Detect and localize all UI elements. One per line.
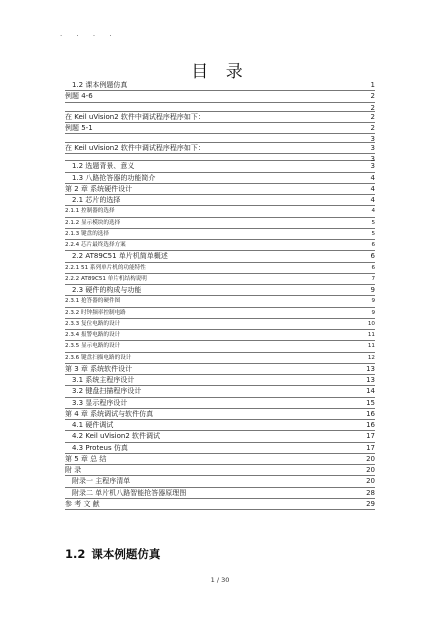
toc-entry[interactable] [65, 103, 375, 112]
toc-entry[interactable] [65, 91, 375, 102]
toc-entry-label: 4.2 Keil uVision2 软件调试 [72, 432, 161, 441]
toc-entry[interactable] [65, 420, 375, 431]
toc-entry[interactable] [65, 206, 375, 217]
toc-entry-label: 3.1 系统主程序设计 [72, 376, 135, 384]
toc-entry[interactable] [65, 251, 375, 262]
toc-entry-page: 1 [370, 81, 375, 89]
toc-entry[interactable] [65, 398, 375, 409]
toc-entry[interactable] [65, 364, 375, 375]
toc-entry-page: 9 [371, 298, 375, 305]
toc-entry-label: 2.3.4 报警电路的设计 [65, 332, 121, 338]
toc-entry[interactable] [65, 218, 375, 229]
toc-entry-page: 4 [370, 196, 375, 204]
toc-entry[interactable] [65, 443, 375, 454]
toc-entry-label: 参 考 文 献 [65, 499, 100, 508]
toc-entry-page: 3 [370, 162, 375, 171]
section-heading [65, 546, 160, 562]
toc-entry[interactable] [65, 123, 375, 134]
toc-entry-label: 4.3 Proteus 仿真 [72, 443, 128, 452]
toc-entry-label: 附 录 [65, 466, 82, 474]
toc-entry-label: 例题 4-6 [65, 92, 93, 101]
toc-entry-page: 16 [366, 409, 375, 418]
toc-entry[interactable] [65, 476, 375, 487]
toc-entry[interactable] [65, 308, 375, 319]
toc-entry[interactable] [65, 263, 375, 274]
toc-entry-page: 20 [366, 466, 375, 474]
toc-entry-page: 4 [370, 173, 375, 182]
toc-entry-label: 2.1 芯片的选择 [72, 196, 121, 204]
toc-entry-label: 第 5 章 总 结 [65, 454, 107, 463]
toc-entry[interactable] [65, 375, 375, 386]
page-title: 目 录 [191, 62, 249, 82]
toc-entry-label: 1.2 选题背景、意义 [72, 162, 135, 171]
toc-entry-page: 11 [367, 343, 375, 350]
toc-entry-label: 2.3.5 显示电路的设计 [65, 343, 121, 350]
toc-entry[interactable] [65, 134, 375, 143]
toc-entry-label: 2.1.1 控制器的选择 [65, 208, 115, 215]
toc-entry[interactable] [65, 319, 375, 330]
section-number: 1.2 [65, 547, 86, 561]
toc-entry-label: 1.3 八路抢答器的功能简介 [72, 173, 156, 182]
toc-entry-page: 3 [370, 144, 375, 152]
toc-entry[interactable] [65, 80, 375, 91]
toc-entry-label: 2.3.3 复位电路的设计 [65, 320, 121, 327]
toc-entry[interactable] [65, 465, 375, 476]
toc-entry-page: 6 [370, 252, 375, 261]
toc-entry-page: 2 [370, 123, 375, 132]
toc-entry-page: 9 [370, 286, 375, 294]
toc-entry-page: 29 [366, 499, 375, 508]
toc-entry-page: 9 [371, 309, 375, 316]
toc-entry-label: 第 2 章 系统硬件设计 [65, 184, 133, 193]
toc-entry-label: 2.2.4 芯片最终选择方案 [65, 242, 126, 248]
toc-entry-label: 2.2.2 AT89C51 单片机结构说明 [65, 275, 147, 282]
toc-entry[interactable] [65, 285, 375, 296]
toc-entry-page: 3 [370, 135, 375, 143]
toc-entry-label: 3.2 键盘扫描程序设计 [72, 387, 142, 396]
toc-entry-page: 6 [371, 242, 375, 248]
toc-entry-page: 12 [367, 354, 375, 361]
toc-entry[interactable] [65, 240, 375, 251]
toc-entry-label: 1.2 课本例题仿真 [72, 81, 128, 89]
toc-entry-label: 第 4 章 系统调试与软件仿真 [65, 409, 154, 418]
toc-entry-label: 2.3.2 时钟频率控制电路 [65, 309, 126, 316]
toc-entry[interactable] [65, 184, 375, 195]
table-of-contents [65, 80, 375, 510]
toc-entry[interactable] [65, 353, 375, 364]
toc-entry-page: 5 [371, 230, 375, 237]
toc-entry-page: 13 [366, 364, 375, 373]
toc-entry-page: 14 [366, 387, 375, 396]
toc-entry-page: 6 [371, 264, 375, 271]
toc-entry-label: 附录一 主程序清单 [72, 477, 131, 486]
section-title: 课本例题仿真 [91, 547, 161, 561]
toc-entry-page: 3 [370, 155, 375, 164]
toc-entry[interactable] [65, 143, 375, 154]
toc-entry-label: 例题 5-1 [65, 123, 93, 132]
header-dots: . . . . [60, 30, 118, 38]
toc-entry[interactable] [65, 161, 375, 172]
toc-entry-page: 11 [367, 332, 375, 338]
toc-entry[interactable] [65, 409, 375, 420]
toc-entry[interactable] [65, 330, 375, 341]
toc-entry-page: 15 [366, 398, 375, 407]
toc-entry-label: 2.2 AT89C51 单片机简单概述 [72, 252, 168, 261]
toc-entry[interactable] [65, 112, 375, 123]
page-number: 1 / 30 [210, 576, 230, 584]
toc-entry-page: 2 [370, 92, 375, 101]
toc-entry-page: 4 [371, 208, 375, 215]
toc-entry-label: 2.3.6 键盘扫描电路的设计 [65, 354, 132, 361]
toc-entry-label: 2.2.1 51 系列单片机的功能特性 [65, 264, 146, 271]
toc-entry[interactable] [65, 488, 375, 499]
toc-entry[interactable] [65, 274, 375, 285]
toc-entry-label: 4.1 硬件调试 [72, 421, 114, 429]
toc-entry-page: 20 [366, 477, 375, 486]
toc-entry-page: 2 [370, 103, 375, 112]
toc-entry-label: 在 Keil uVision2 软件中调试程序程序如下： [65, 144, 205, 152]
toc-entry-label: 2.1.2 显示模块的选择 [65, 219, 121, 226]
toc-entry-label: 3.3 显示程序设计 [72, 398, 128, 407]
toc-entry-label: 2.3.1 抢答器的硬件图 [65, 298, 121, 305]
toc-entry[interactable] [65, 173, 375, 184]
toc-entry-page: 2 [370, 112, 375, 121]
toc-entry-page: 10 [367, 320, 375, 327]
toc-entry-page: 17 [366, 443, 375, 452]
toc-entry[interactable] [65, 341, 375, 352]
toc-entry-page: 5 [371, 219, 375, 226]
toc-entry[interactable] [65, 431, 375, 442]
toc-entry[interactable] [65, 499, 375, 510]
toc-entry-label: 在 Keil uVision2 软件中调试程序程序如下： [65, 112, 205, 121]
toc-entry-label: 2.1.3 键盘的选择 [65, 230, 109, 237]
toc-entry-label: 2.3 硬件的构成与功能 [72, 286, 142, 294]
toc-entry-label: 附录二 单片机八路智能抢答器原理图 [72, 488, 187, 497]
toc-entry-page: 16 [366, 421, 375, 429]
toc-entry[interactable] [65, 296, 375, 307]
toc-entry[interactable] [65, 154, 375, 164]
toc-entry-page: 28 [366, 488, 375, 497]
toc-entry-label: 第 3 章 系统软件设计 [65, 364, 133, 373]
toc-entry[interactable] [65, 195, 375, 206]
toc-entry-page: 4 [370, 184, 375, 193]
toc-entry-page: 20 [366, 454, 375, 463]
toc-entry-page: 7 [371, 275, 375, 282]
toc-entry[interactable] [65, 454, 375, 465]
toc-entry-page: 13 [366, 376, 375, 384]
toc-entry-page: 17 [366, 432, 375, 441]
toc-entry[interactable] [65, 386, 375, 397]
toc-entry[interactable] [65, 229, 375, 240]
